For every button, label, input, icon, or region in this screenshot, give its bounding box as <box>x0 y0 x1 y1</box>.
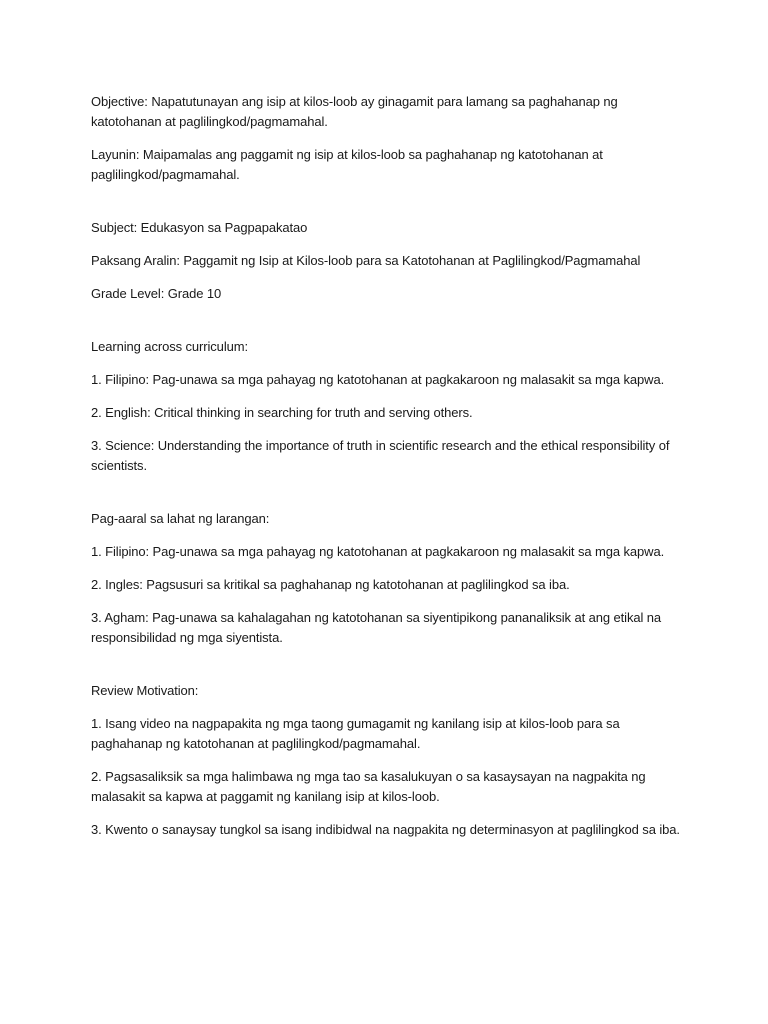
learning-across-item-2: 2. English: Critical thinking in searching for truth and serving others. <box>91 405 473 420</box>
subject-text: Subject: Edukasyon sa Pagpapakatao <box>91 220 308 235</box>
review-motivation-item-2: 2. Pagsasaliksik sa mga halimbawa ng mga tao sa kasalukuyan o sa kasaysayan na nagpakita ng malasakit sa kapwa at paggamit ng kanilang isip at kilos-loob. <box>91 769 646 804</box>
learning-across-item-3: 3. Science: Understanding the importance of truth in scientific research and the ethical responsibility of scientists. <box>91 438 670 473</box>
document-page <box>91 92 691 840</box>
pag-aaral-item-2: 2. Ingles: Pagsusuri sa kritikal sa paghahanap ng katotohanan at paglilingkod sa iba. <box>91 577 570 592</box>
grade-level-text: Grade Level: Grade 10 <box>91 286 222 301</box>
learning-across-item-1: 1. Filipino: Pag-unawa sa mga pahayag ng katotohanan at pagkakaroon ng malasakit sa mga kapwa. <box>91 372 665 387</box>
objective-text: Objective: Napatutunayan ang isip at kilos-loob ay ginagamit para lamang sa paghahanap ng katotohanan at paglilingkod/pagmamahal. <box>91 94 618 129</box>
review-motivation-item-1: 1. Isang video na nagpapakita ng mga taong gumagamit ng kanilang isip at kilos-loob para sa paghahanap ng katotohanan at paglilingkod/pagmamahal. <box>91 716 620 751</box>
pag-aaral-item-1: 1. Filipino: Pag-unawa sa mga pahayag ng katotohanan at pagkakaroon ng malasakit sa mga kapwa. <box>91 544 665 559</box>
pag-aaral-heading: Pag-aaral sa lahat ng larangan: <box>91 511 270 526</box>
layunin-text: Layunin: Maipamalas ang paggamit ng isip at kilos-loob sa paghahanap ng katotohanan at paglilingkod/pagmamahal. <box>91 147 603 182</box>
review-motivation-item-3: 3. Kwento o sanaysay tungkol sa isang indibidwal na nagpakita ng determinasyon at paglilingkod sa iba. <box>91 822 680 837</box>
learning-across-heading: Learning across curriculum: <box>91 339 248 354</box>
review-motivation-heading: Review Motivation: <box>91 683 199 698</box>
paksang-aralin-text: Paksang Aralin: Paggamit ng Isip at Kilos-loob para sa Katotohanan at Paglilingkod/Pagmamahal <box>91 253 641 268</box>
pag-aaral-item-3: 3. Agham: Pag-unawa sa kahalagahan ng katotohanan sa siyentipikong pananaliksik at ang etikal na responsibilidad ng mga siyentista. <box>91 610 662 645</box>
